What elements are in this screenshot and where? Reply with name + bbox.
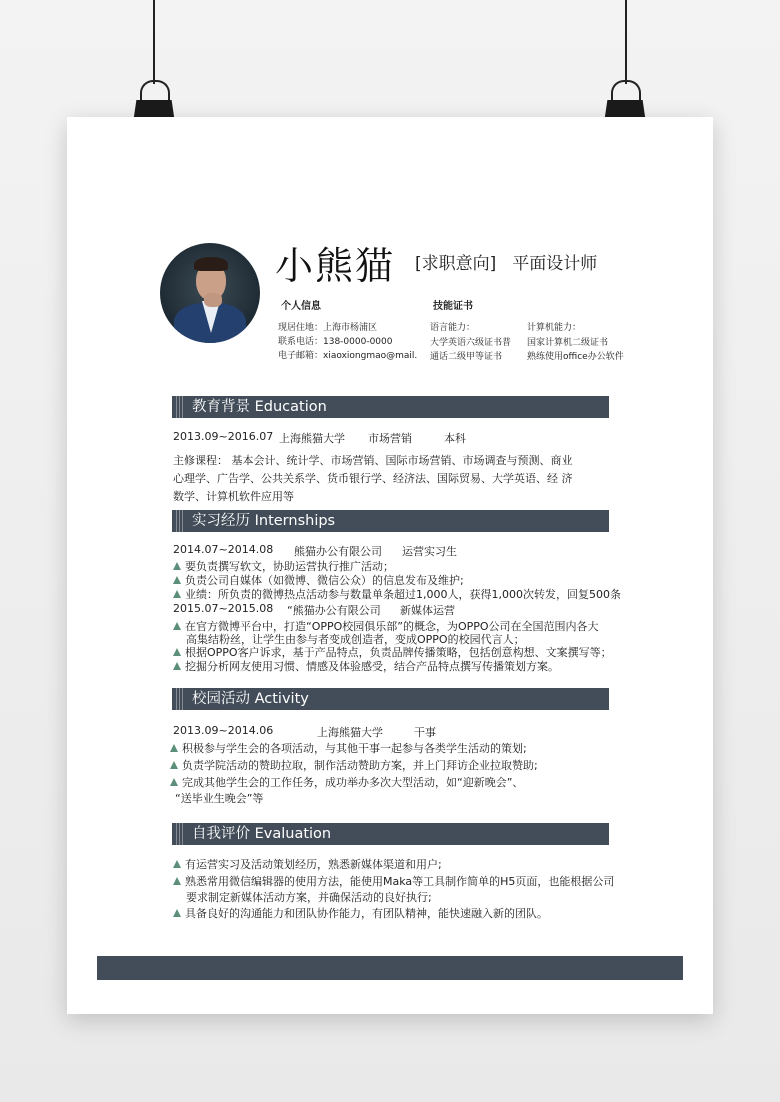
list-item: 具备良好的沟通能力和团队协作能力，有团队精神，能快速融入新的团队。 <box>173 905 548 921</box>
section-title-activity: 校园活动 Activity <box>192 691 309 707</box>
section-header-evaluation <box>172 823 609 845</box>
avatar <box>160 243 260 343</box>
job-intent-tag: [求职意向] <box>415 254 497 274</box>
education-courses-line: 心理学、广告学、公共关系学、货币银行学、经济法、国际贸易、大学英语、经 济 <box>173 472 573 485</box>
skill-mandarin-cert: 通话二级甲等证书 <box>430 352 503 362</box>
triangle-bullet-icon <box>173 662 181 670</box>
job-intent-value: 平面设计师 <box>512 254 598 274</box>
triangle-bullet-icon <box>173 622 181 630</box>
hanging-string-left <box>153 0 155 84</box>
education-courses-line: 主修课程： 基本会计、统计学、市场营销、国际市场营销、市场调查与预测、商业 <box>173 454 573 467</box>
internship-2-period: 2015.07~2015.08 <box>173 602 274 615</box>
list-item: 负责学院活动的赞助拉取，制作活动赞助方案，并上门拜访企业拉取赞助; <box>170 757 538 773</box>
list-item-continued: 要求制定新媒体活动方案，并确保活动的良好执行; <box>186 891 432 904</box>
resume-paper <box>67 117 713 1014</box>
triangle-bullet-icon <box>173 877 181 885</box>
candidate-name: 小熊猫 <box>275 244 396 288</box>
list-item-continued: “送毕业生晚会”等 <box>175 792 264 805</box>
triangle-bullet-icon <box>173 648 181 656</box>
triangle-bullet-icon <box>173 590 181 598</box>
section-header-education <box>172 396 609 418</box>
triangle-bullet-icon <box>170 761 178 769</box>
education-period: 2013.09~2016.07 <box>173 430 274 443</box>
section-title-internships: 实习经历 Internships <box>192 513 336 529</box>
internship-1-role: 运营实习生 <box>402 545 457 558</box>
skill-computer-label: 计算机能力： <box>527 323 582 333</box>
list-item: 负责公司自媒体（如微博、微信公众）的信息发布及维护; <box>173 572 464 588</box>
triangle-bullet-icon <box>170 778 178 786</box>
personal-address: 现居住地：上海市杨浦区 <box>278 323 378 333</box>
triangle-bullet-icon <box>173 576 181 584</box>
list-item: 要负责撰写软文，协助运营执行推广活动； <box>173 558 394 574</box>
list-item: 业绩：所负责的微博热点活动参与数量单条超过1,000人，获得1,000次转发，回复500条 <box>173 586 621 602</box>
internship-1-period: 2014.07~2014.08 <box>173 543 274 556</box>
skill-office: 熟练使用office办公软件 <box>527 352 624 362</box>
section-title-education: 教育背景 Education <box>192 399 327 415</box>
list-item: 有运营实习及活动策划经历，熟悉新媒体渠道和用户; <box>173 856 442 872</box>
education-major: 市场营销 <box>368 432 412 445</box>
internship-2-company: “熊猫办公有限公司 <box>287 604 381 617</box>
list-item: 熟悉常用微信编辑器的使用方法，能使用Maka等工具制作简单的H5页面，也能根据公司 <box>173 873 614 889</box>
education-courses-line: 数学、计算机软件应用等 <box>173 490 294 503</box>
activity-role: 干事 <box>414 726 436 739</box>
skill-language-cert: 大学英语六级证书普 <box>430 338 512 348</box>
section-header-activity <box>172 688 609 710</box>
section-header-internships <box>172 510 609 532</box>
footer-bar <box>97 956 683 980</box>
internship-1-company: 熊猫办公有限公司 <box>294 545 382 558</box>
triangle-bullet-icon <box>170 744 178 752</box>
section-title-evaluation: 自我评价 Evaluation <box>192 826 332 842</box>
list-item: 积极参与学生会的各项活动，与其他干事一起参与各类学生活动的策划; <box>170 740 527 756</box>
personal-info-heading: 个人信息 <box>281 301 321 312</box>
list-item: 完成其他学生会的工作任务，成功举办多次大型活动，如“迎新晚会”、 <box>170 774 523 790</box>
skills-heading: 技能证书 <box>433 301 473 312</box>
triangle-bullet-icon <box>173 909 181 917</box>
activity-org: 上海熊猫大学 <box>317 726 383 739</box>
activity-period: 2013.09~2014.06 <box>173 724 274 737</box>
hanging-string-right <box>625 0 627 84</box>
personal-phone: 联系电话：138-0000-0000 <box>278 337 393 347</box>
skill-language-label: 语言能力： <box>430 323 476 333</box>
skill-computer-cert: 国家计算机二级证书 <box>527 338 609 348</box>
triangle-bullet-icon <box>173 860 181 868</box>
list-item: 根据OPPO客户诉求，基于产品特点，负责品牌传播策略，包括创意构想、文案撰写等； <box>173 644 612 660</box>
education-school: 上海熊猫大学 <box>279 432 345 445</box>
triangle-bullet-icon <box>173 562 181 570</box>
list-item: 在官方微博平台中，打造“OPPO校园俱乐部”的概念，为OPPO公司在全国范围内各大 <box>173 618 599 634</box>
internship-2-role: 新媒体运营 <box>400 604 455 617</box>
personal-email: 电子邮箱：xiaoxiongmao@mail. <box>278 351 418 361</box>
list-item: 挖掘分析网友使用习惯、情感及体验感受，结合产品特点撰写传播策划方案。 <box>173 658 559 674</box>
job-intent <box>415 249 597 274</box>
list-item-continued: 高集结粉丝，让学生由参与者变成创造者，变成OPPO的校园代言人； <box>186 633 525 646</box>
education-degree: 本科 <box>444 432 466 445</box>
